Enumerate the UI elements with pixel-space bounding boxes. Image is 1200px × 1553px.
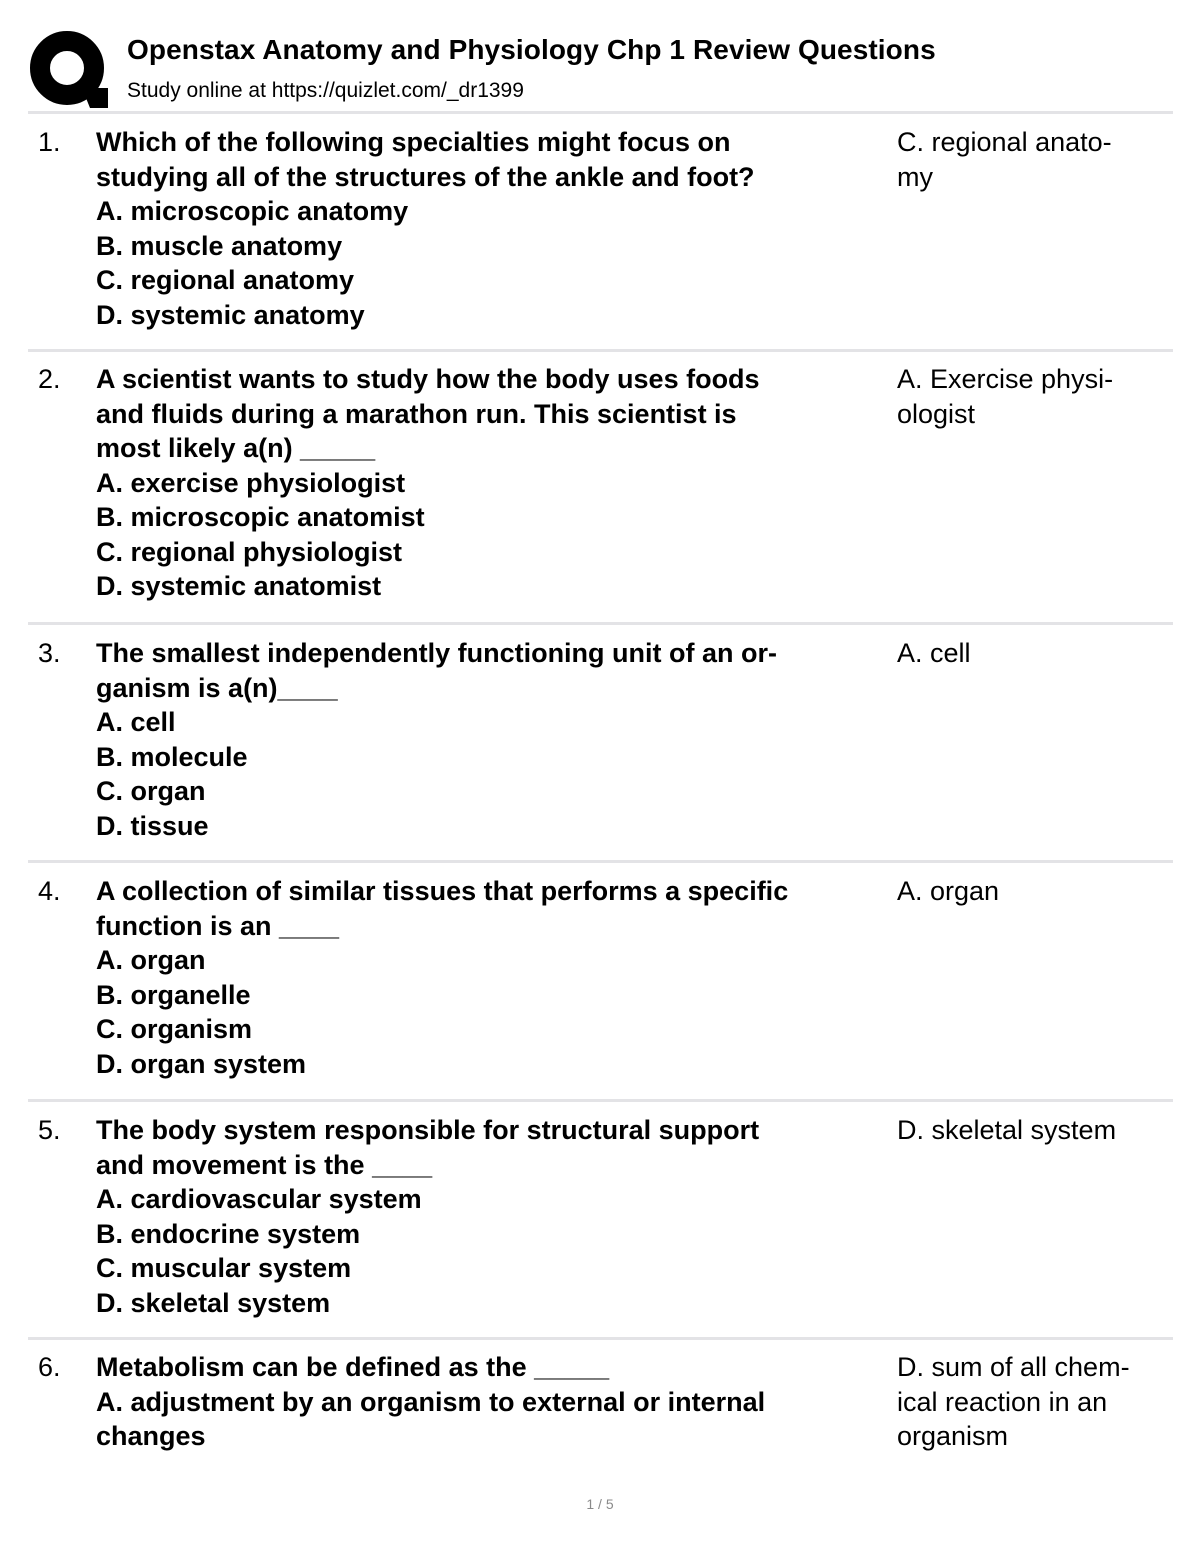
question-line: studying all of the structures of the ankle and foot? <box>96 161 755 192</box>
answer-text <box>897 125 1167 194</box>
option-d: D. systemic anatomy <box>96 299 365 330</box>
question-text <box>96 362 888 604</box>
answer-line: D. skeletal system <box>897 1115 1117 1145</box>
question-line: most likely a(n) _____ <box>96 433 376 463</box>
option-d: D. organ system <box>96 1048 307 1079</box>
question-text <box>96 636 888 843</box>
option-d: D. tissue <box>96 810 209 841</box>
question-number: 5. <box>38 1115 61 1145</box>
question-line: The body system responsible for structural support <box>96 1115 760 1145</box>
question-line: A scientist wants to study how the body uses foods <box>96 364 760 394</box>
question-text <box>96 125 888 332</box>
answer-line: ologist <box>897 398 976 429</box>
question-text <box>96 1350 888 1454</box>
divider <box>28 111 1173 114</box>
question-line: function is an ____ <box>96 910 340 941</box>
option-c: C. regional physiologist <box>96 536 403 567</box>
option-c: C. organism <box>96 1014 253 1044</box>
option-b: B. molecule <box>96 741 248 772</box>
question-number: 6. <box>38 1352 61 1382</box>
option-c: C. organ <box>96 776 206 806</box>
answer-line: A. organ <box>897 876 1000 906</box>
answer-text <box>897 1350 1167 1454</box>
question-text <box>96 874 888 1081</box>
study-online-link[interactable]: Study online at https://quizlet.com/_dr1399 <box>127 79 524 102</box>
question-number: 1. <box>38 127 61 157</box>
option-c: C. muscular system <box>96 1253 352 1283</box>
page-title: Openstax Anatomy and Physiology Chp 1 Review Questions <box>127 34 936 65</box>
option-a: A. microscopic anatomy <box>96 196 409 226</box>
question-number: 2. <box>38 364 61 394</box>
option-d: D. systemic anatomist <box>96 571 382 601</box>
option-a: A. organ <box>96 945 206 975</box>
answer-text <box>897 1113 1167 1148</box>
question-line: Metabolism can be defined as the _____ <box>96 1352 610 1382</box>
option-a: A. cell <box>96 707 176 737</box>
question-line: A collection of similar tissues that performs a specific <box>96 876 789 906</box>
divider <box>28 349 1173 352</box>
divider <box>28 1337 1173 1340</box>
question-line: and movement is the ____ <box>96 1149 433 1180</box>
divider <box>28 860 1173 863</box>
question-line: and fluids during a marathon run. This scientist is <box>96 398 737 429</box>
question-number: 4. <box>38 876 61 906</box>
answer-text <box>897 874 1167 909</box>
option-a: A. exercise physiologist <box>96 467 406 498</box>
quizlet-logo-icon <box>30 30 108 108</box>
option-c: C. regional anatomy <box>96 265 355 295</box>
answer-text <box>897 362 1167 431</box>
answer-text <box>897 636 1167 671</box>
divider <box>28 1099 1173 1102</box>
option-b: B. organelle <box>96 979 251 1010</box>
question-number: 3. <box>38 638 61 668</box>
option-b: B. microscopic anatomist <box>96 502 425 532</box>
page-indicator: 1 / 5 <box>586 1496 614 1512</box>
option-b: B. muscle anatomy <box>96 230 343 261</box>
question-line: The smallest independently functioning unit of an or- <box>96 638 778 668</box>
question-line: ganism is a(n)____ <box>96 672 338 703</box>
answer-line: ical reaction in an <box>897 1386 1108 1417</box>
answer-line: C. regional anato- <box>897 127 1112 157</box>
option-a: A. cardiovascular system <box>96 1184 422 1214</box>
page-header <box>0 0 1200 112</box>
answer-line: organism <box>897 1421 1009 1451</box>
answer-line: A. Exercise physi- <box>897 364 1114 394</box>
answer-line: D. sum of all chem- <box>897 1352 1130 1382</box>
question-text <box>96 1113 888 1320</box>
divider <box>28 622 1173 625</box>
option-a: A. adjustment by an organism to external or internal <box>96 1386 766 1417</box>
answer-line: A. cell <box>897 638 971 668</box>
option-d: D. skeletal system <box>96 1287 331 1318</box>
option-a: changes <box>96 1421 206 1451</box>
answer-line: my <box>897 161 933 192</box>
question-line: Which of the following specialties might focus on <box>96 127 731 157</box>
option-b: B. endocrine system <box>96 1218 361 1249</box>
